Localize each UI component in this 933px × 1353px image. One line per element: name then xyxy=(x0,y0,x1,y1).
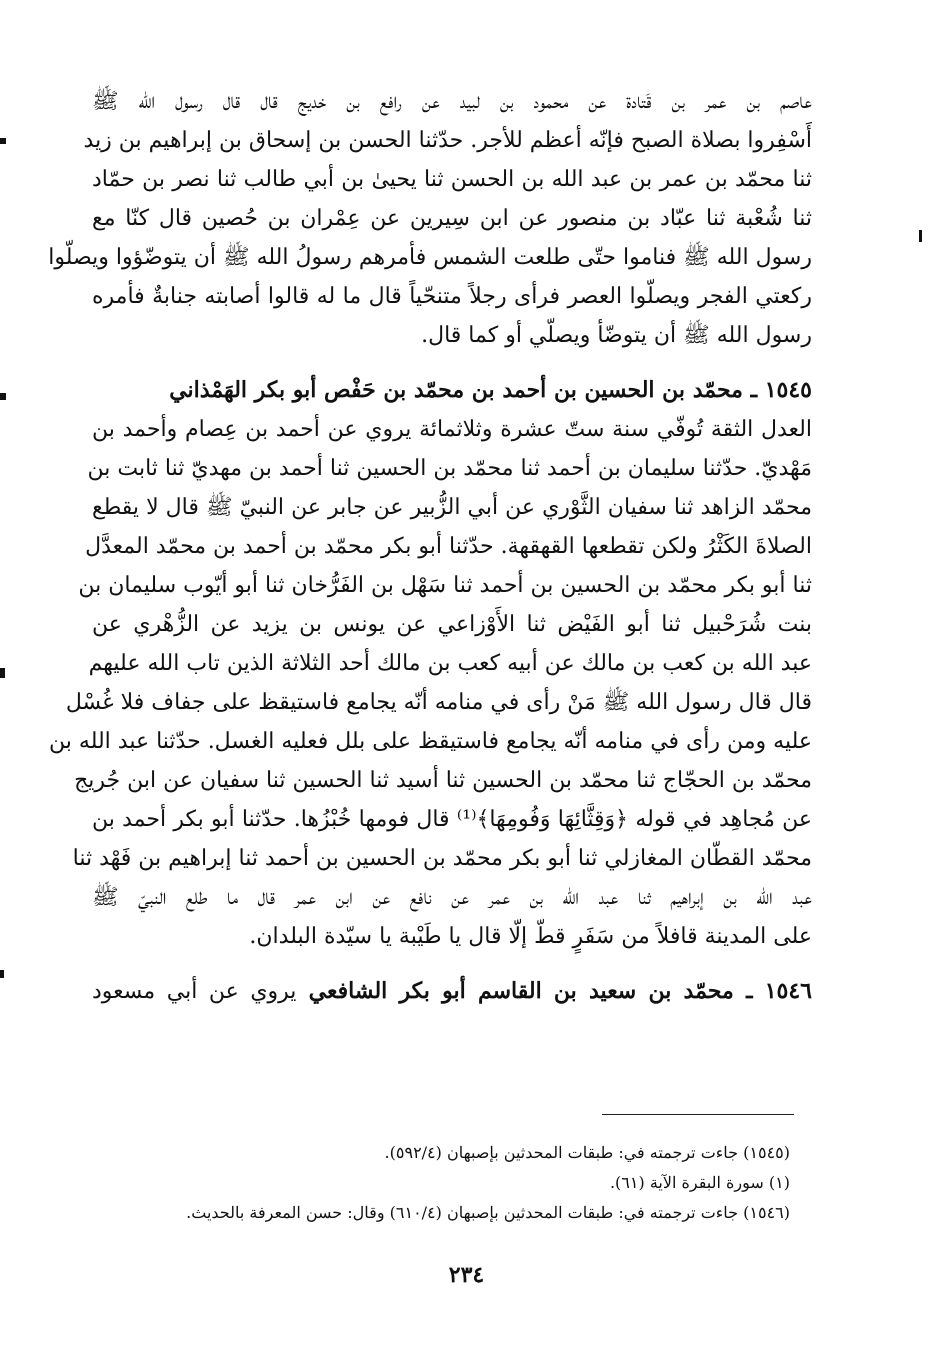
text-line: محمّد بن الحجّاج ثنا محمّد بن الحسين ثنا أسيد ثنا الحسين ثنا سفيان عن ابن جُريج xyxy=(74,768,812,793)
text-line: عليه ومن رأى في منامه أنّه يجامع فاستيقظ على بلل فعليه الغسل. حدّثنا عبد الله بن xyxy=(49,729,812,754)
text-line: عبد الله بن كعب بن مالك عن أبيه كعب بن مالك أحد الثلاثة الذين تاب الله عليهم xyxy=(88,651,812,676)
text-line: الصلاةَ الكَثْرُ ولكن تقطعها القهقهة. حدّثنا أبو بكر محمّد بن أحمد بن محمّد المعدَّل xyxy=(85,534,812,559)
scan-mark xyxy=(0,393,6,400)
entry-title: محمّد بن سعيد بن القاسم أبو بكر الشافعي xyxy=(308,978,734,1004)
text-line: ثنا محمّد بن عمر بن عبد الله بن الحسن ثنا يحيىٰ بن أبي طالب ثنا نصر بن حمّاد xyxy=(92,167,812,192)
entry-heading-1546 xyxy=(92,972,812,1011)
text-line: عاصم بن عمر بن قَتادة عن محمود بن لبيد عن رافع بن خديج قال قال رسول الله ﷺ xyxy=(92,89,812,114)
entry-number: ١٥٤٦ ـ xyxy=(746,978,812,1004)
footnotes xyxy=(130,1138,790,1228)
text-line: قال قال رسول الله ﷺ مَنْ رأى في منامه أنّه يجامع فاستيقظ على جفاف فلا غُسْل xyxy=(65,690,812,715)
scan-mark xyxy=(0,138,6,144)
text-line: ركعتي الفجر ويصلّوا العصر فرأى رجلاً متنحّياً قال ما له قالوا أصابته جنابةٌ فأمره xyxy=(92,284,812,309)
text-line: عبد الله بن إبراهيم ثنا عبد الله بن عمر عن نافع عن ابن عمر قال ما طلع النبيّ ﷺ xyxy=(92,885,812,910)
text-line: رسول الله ﷺ أن يتوضّأ ويصلّي أو كما قال. xyxy=(421,323,812,348)
text-line: بنت شُرَحْبيل ثنا أبو الفَيْض ثنا الأَوْزاعي عن يونس بن يزيد عن الزُّهْري عن xyxy=(92,612,812,637)
text-line: على المدينة قافلاً من سَفَرٍ قطّ إلّا قال يا طَيْبة يا سيّدة البلدان. xyxy=(249,924,812,949)
text-line: رسول الله ﷺ فناموا حتّى طلعت الشمس فأمرهم رسولُ الله ﷺ أن يتوضّؤوا ويصلّوا xyxy=(48,245,812,270)
main-text xyxy=(48,82,812,1011)
footnote-divider xyxy=(602,1114,794,1115)
text-line: ثنا أبو بكر محمّد بن الحسين بن أحمد ثنا سَهْل بن الفَرُّخان ثنا أبو أيّوب سليمان بن xyxy=(78,573,812,598)
entry-title: محمّد بن الحسين بن أحمد بن محمّد بن حَفْص أبو بكر الهَمْذاني xyxy=(169,377,743,403)
scan-mark xyxy=(0,970,4,978)
page-number: ٢٣٤ xyxy=(448,1262,485,1288)
text-line: محمّد الزاهد ثنا سفيان الثَّوْري عن أبي الزُّبير عن جابر عن النبيّ ﷺ قال لا يقطع xyxy=(92,495,812,520)
text-line: عن مُجاهِد في قوله ﴿وَقِثَّائِهَا وَفُومِهَا﴾⁽¹⁾ قال فومها خُبْزُها. حدّثنا أبو بكر أحمد بن xyxy=(92,807,812,832)
entry-continuation: يروي عن أبي مسعود xyxy=(92,979,297,1004)
scan-mark xyxy=(919,230,922,242)
entry-heading-1545 xyxy=(92,371,812,410)
text-line: ثنا شُعْبة ثنا عبّاد بن منصور عن ابن سِيرين عن عِمْران بن حُصين قال كنّا مع xyxy=(92,206,812,231)
text-line: أَسْفِروا بصلاة الصبح فإنّه أعظم للأجر. حدّثنا الحسن بن إسحاق بن إبراهيم بن زيد xyxy=(83,128,812,153)
text-line: محمّد القطّان المغازلي ثنا أبو بكر محمّد بن الحسين بن أحمد ثنا إبراهيم بن فَهْد ثنا xyxy=(72,846,812,871)
footnote: (١٥٤٦) جاءت ترجمته في: طبقات المحدثين بإصبهان (٦١٠/٤) وقال: حسن المعرفة بالحديث. xyxy=(186,1203,790,1222)
footnote: (١) سورة البقرة الآية (٦١). xyxy=(609,1173,790,1192)
text-line: مَهْديّ. حدّثنا سليمان بن أحمد ثنا محمّد بن الحسين ثنا أحمد بن مهديّ ثنا ثابت بن xyxy=(87,456,812,481)
text-line: العدل الثقة تُوفّي سنة ستّ عشرة وثلاثمائة يروي عن أحمد بن عِصام وأحمد بن xyxy=(92,417,812,442)
entry-number: ١٥٤٥ ـ xyxy=(750,377,812,403)
scan-mark xyxy=(0,668,5,678)
footnote: (١٥٤٥) جاءت ترجمته في: طبقات المحدثين بإصبهان (٥٩٢/٤). xyxy=(384,1143,790,1162)
